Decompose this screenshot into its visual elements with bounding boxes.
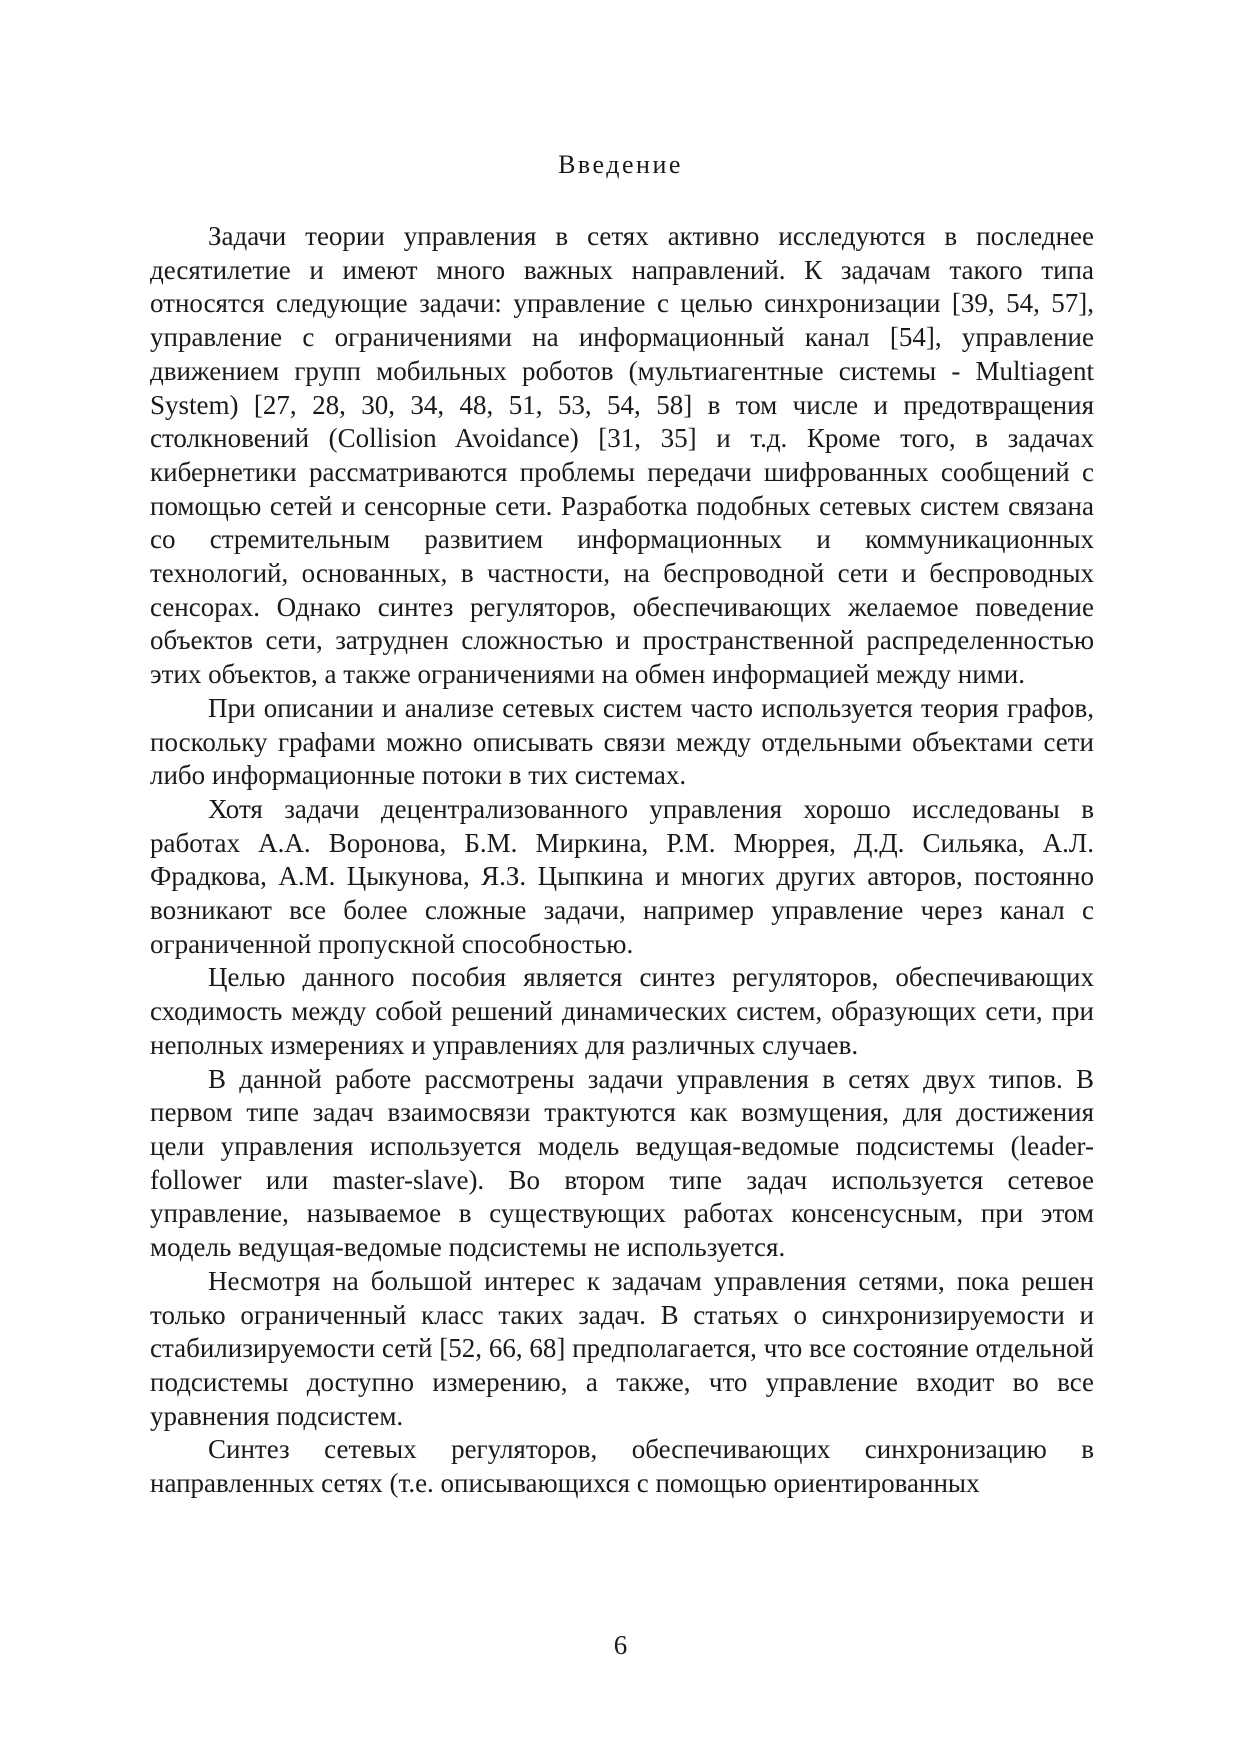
paragraph: Задачи теории управления в сетях активно исследуются в последнее десятилетие и имеют много важных направлений. К задачам такого типа относятся следующие задачи: управление с целью синхронизации [39, 54, 57], управление с ограничениями на информационный канал [54], управление движением групп мобильных роботов (мультиагентные системы - Multiagent System) [27, 28, 30, 34, 48, 51, 53, 54, 58] в том числе и предотвращения столкновений (Collision Avoidance) [31, 35] и т.д. Кроме того, в задачах кибернетики рассматриваются проблемы передачи шифрованных сообщений с помощью сетей и сенсорные сети. Разработка подобных сетевых систем связана со стремительным развитием информационных и коммуникационных технологий, основанных, в частности, на беспроводной сети и беспроводных сенсорах. Однако синтез регуляторов, обеспечивающих желаемое поведение объектов сети, затруднен сложностью и пространственной распределенностью этих объектов, а также ограничениями на обмен информацией между ними. [150,221,1094,690]
paragraph: Хотя задачи децентрализованного управления хорошо исследованы в работах А.А. Воронова, Б.М. Миркина, Р.М. Мюррея, Д.Д. Сильяка, А.Л. Фрадкова, А.М. Цыкунова, Я.З. Цыпкина и многих других авторов, постоянно возникают все более сложные задачи, например управление через канал с ограниченной пропускной способностью. [150,793,1094,959]
page-number: 6 [613,1630,628,1660]
paragraph: Целью данного пособия является синтез регуляторов, обеспечивающих сходимость между собой решений динамических систем, образующих сети, при неполных измерениях и управлениях для различных случаев. [150,962,1094,1060]
paragraph: В данной работе рассмотрены задачи управления в сетях двух типов. В первом типе задач взаимосвязи трактуются как возмущения, для достижения цели управления используется модель ведущая-ведомые подсистемы (leader-follower или master-slave). Во втором типе задач используется сетевое управление, называемое в существующих работах консенсусным, при этом модель ведущая-ведомые подсистемы не используется. [150,1063,1094,1263]
paragraph: Синтез сетевых регуляторов, обеспечивающих синхронизацию в направленных сетях (т.е. описывающихся с помощью ориентированных [150,1434,1094,1499]
paragraph: При описании и анализе сетевых систем часто используется теория графов, поскольку графами можно описывать связи между отдельными объектами сети либо информационные потоки в тих системах. [150,692,1094,791]
body-text [150,220,1094,1501]
paragraph: Несмотря на большой интерес к задачам управления сетями, пока решен только ограниченный класс таких задач. В статьях о синхронизируемости и стабилизируемости сетй [52, 66, 68] предполагается, что все состояние отдельной подсистемы доступно измерению, а также, что управление входит во все уравнения подсистем. [150,1265,1094,1431]
section-heading: Введение [558,150,683,179]
